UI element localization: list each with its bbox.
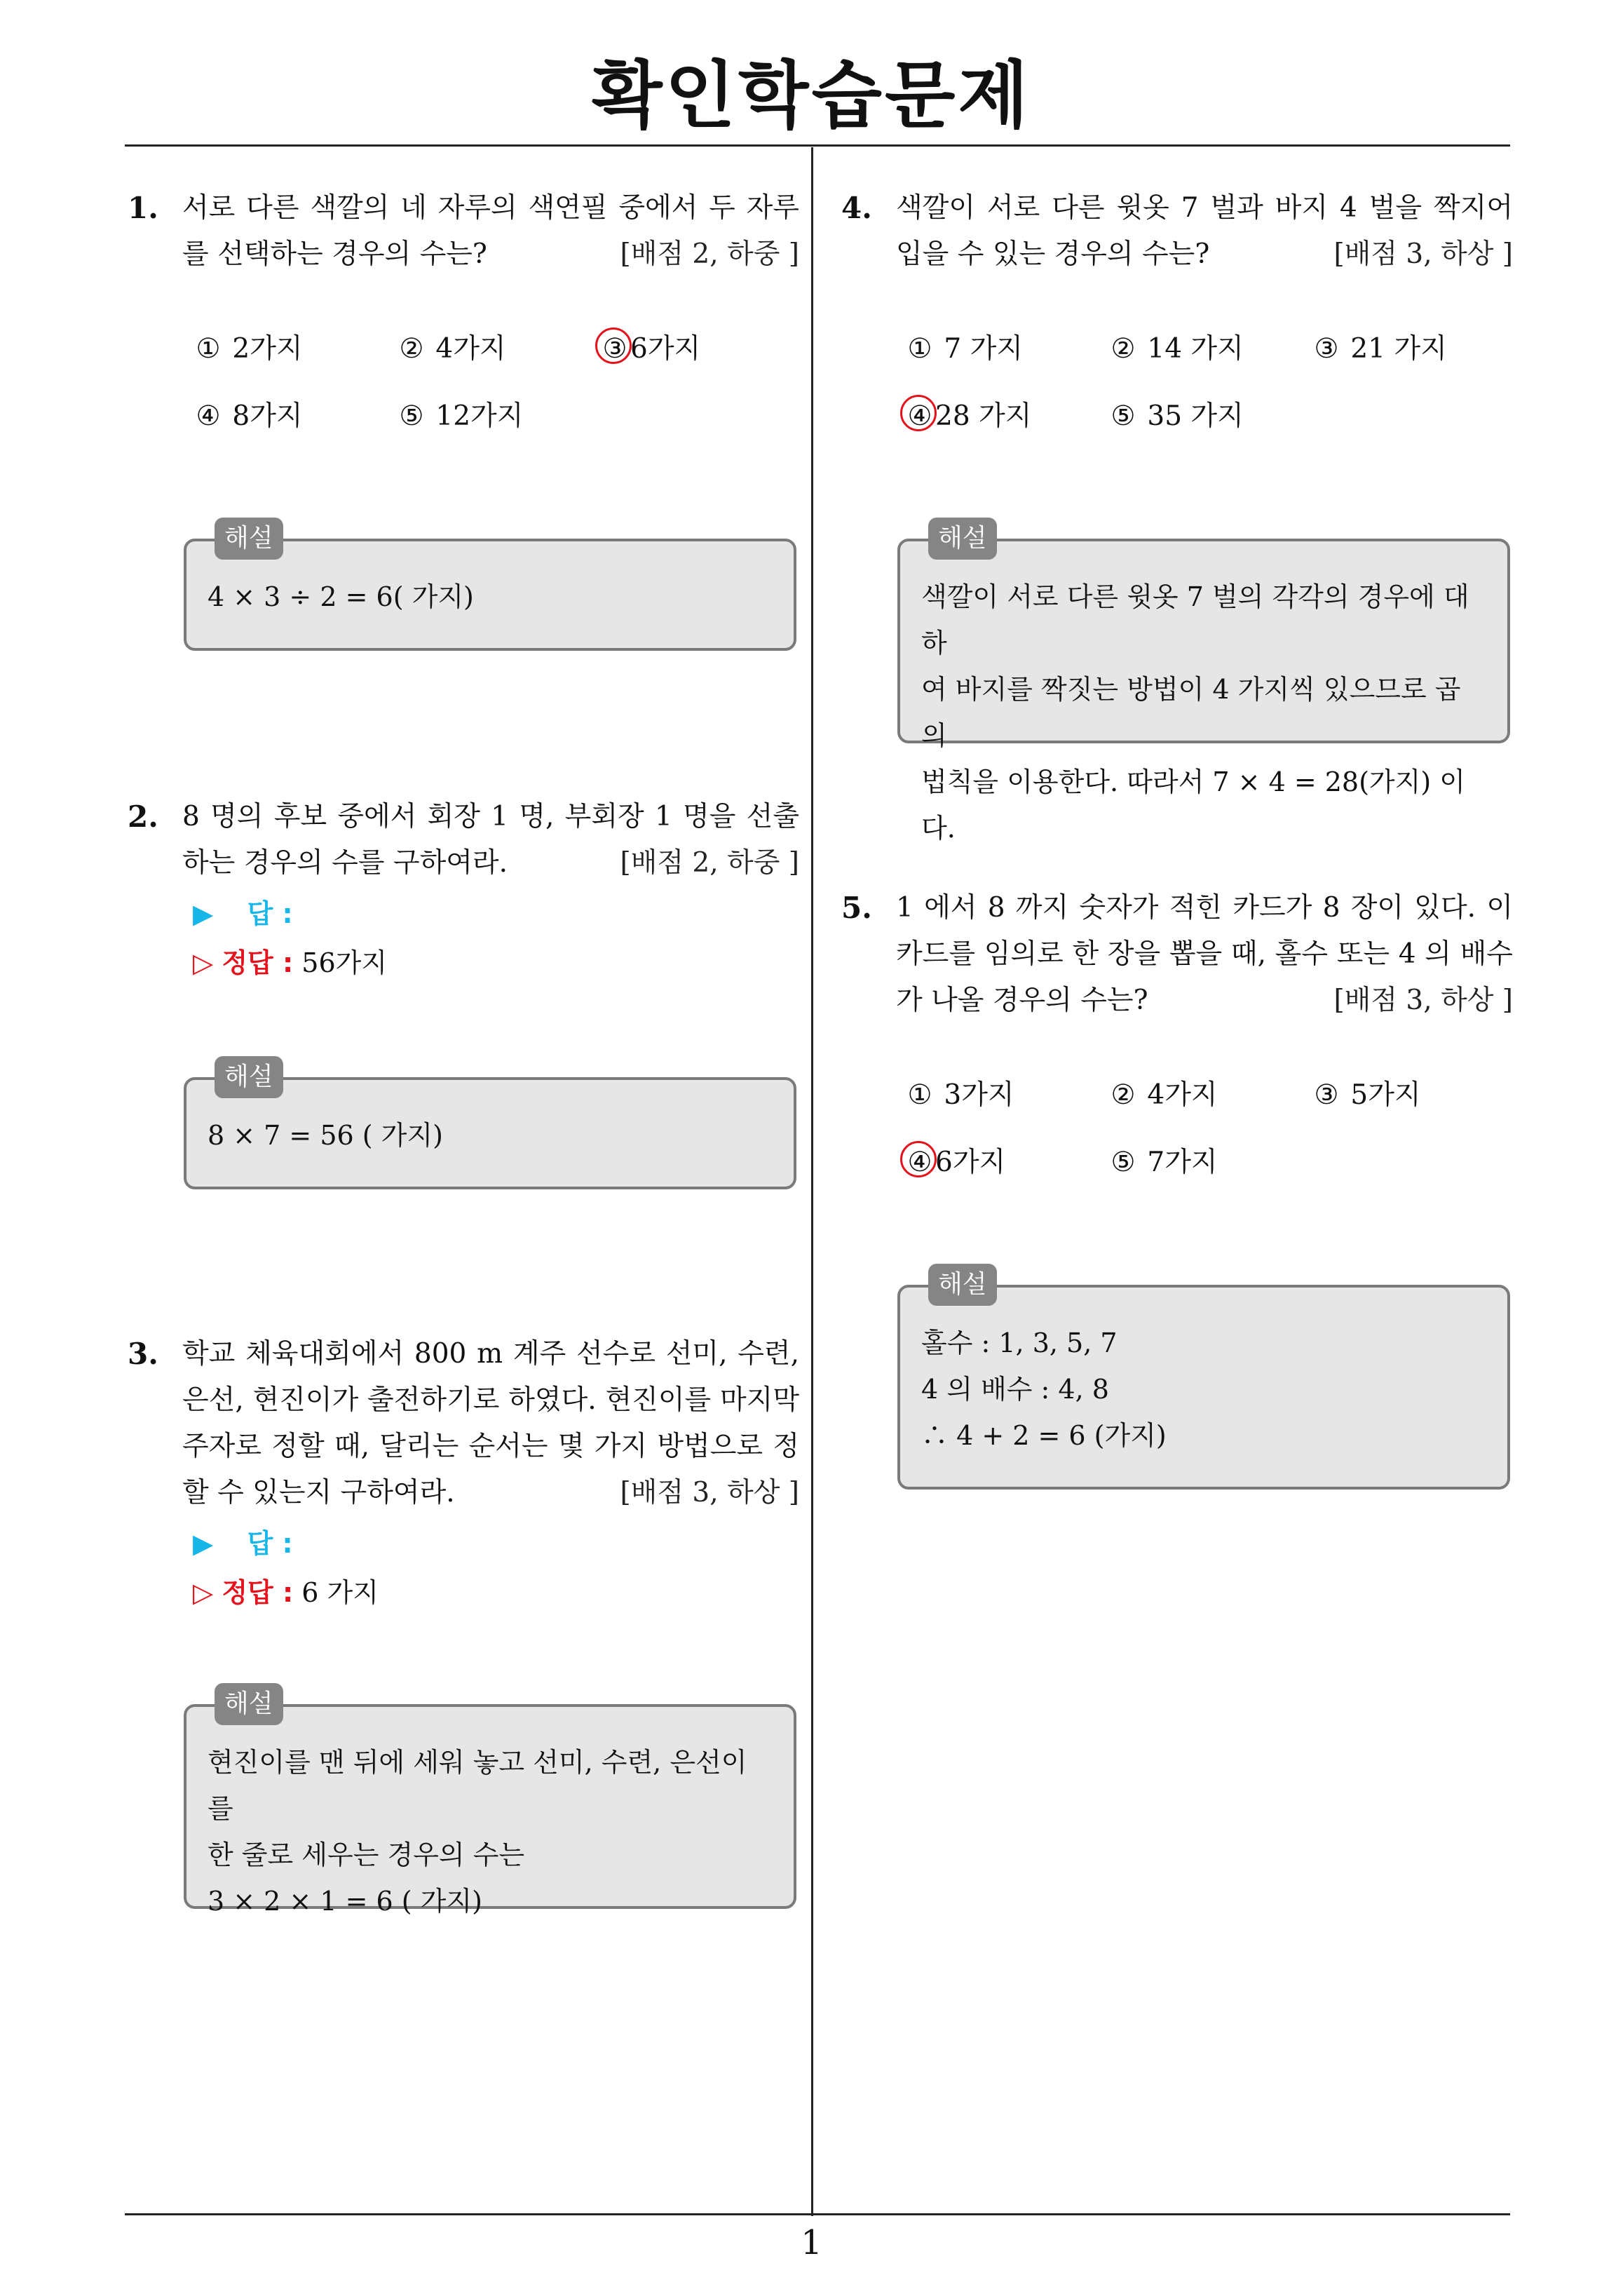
explanation-box-q4 [897, 524, 1510, 844]
question-text: 서로 다른 색깔의 네 자루의 색연필 중에서 두 자루를 선택하는 경우의 수는? [182, 192, 799, 270]
option-5[interactable]: ⑤ 35 가지 [1111, 400, 1244, 432]
question-meta: [배점 3, 하상 ] [620, 1477, 799, 1508]
explanation-line: 8 × 7 = 56 ( 가지) [208, 1120, 443, 1151]
option-2[interactable]: ② 14 가지 [1111, 333, 1244, 365]
page-number: 1 [801, 2223, 822, 2262]
option-2[interactable]: ② 4가지 [399, 333, 506, 365]
correct-label: 정답 : [222, 947, 294, 978]
question-2 [128, 794, 799, 886]
explanation-line: 4 의 배수 : 4, 8 [921, 1374, 1109, 1405]
question-meta: [배점 3, 하상 ] [1333, 238, 1513, 270]
question-text: 8 명의 후보 중에서 회장 1 명, 부회장 1 명을 선출하는 경우의 수를 구하여라. [182, 801, 799, 879]
option-2[interactable]: ② 4가지 [1111, 1079, 1218, 1111]
option-5[interactable]: ⑤ 7가지 [1111, 1147, 1218, 1178]
answer-block-q2 [193, 889, 387, 987]
explanation-line: 현진이를 맨 뒤에 세워 놓고 선미, 수련, 은선이를 [208, 1747, 747, 1824]
question-number: 1. [128, 191, 158, 225]
option-4[interactable]: ④ 6가지 [904, 1140, 1005, 1180]
selected-answer-circle [900, 1141, 937, 1177]
option-1[interactable]: ① 2가지 [196, 333, 303, 365]
answer-label: 답 : [247, 1528, 293, 1559]
column-divider [811, 147, 813, 2216]
explanation-line: ∴ 4 + 2 = 6 (가지) [921, 1420, 1167, 1451]
answer-label: 답 : [247, 898, 293, 929]
option-4[interactable]: ④ 28 가지 [904, 394, 1031, 433]
explanation-tag: 해설 [215, 518, 283, 560]
explanation-line: 4 × 3 ÷ 2 = 6( 가지) [208, 581, 474, 612]
option-1[interactable]: ① 3가지 [907, 1079, 1014, 1111]
question-number: 3. [128, 1337, 158, 1371]
selected-answer-circle [900, 395, 937, 431]
question-number: 4. [841, 191, 872, 225]
header-rule [125, 144, 1510, 147]
selected-answer-circle [595, 327, 632, 364]
option-3[interactable]: ③ 5가지 [1314, 1079, 1421, 1111]
explanation-tag: 해설 [928, 1264, 997, 1306]
option-3[interactable]: ③ 6가지 [599, 327, 700, 366]
question-meta: [배점 3, 하상 ] [1333, 985, 1513, 1016]
explanation-line: 3 × 2 × 1 = 6 ( 가지) [208, 1886, 482, 1917]
explanation-line: 홀수 : 1, 3, 5, 7 [921, 1328, 1118, 1358]
explanation-line: 여 바지를 짝짓는 방법이 4 가지씩 있으므로 곱의 [921, 674, 1461, 751]
question-5 [841, 885, 1513, 1024]
correct-value: 6 가지 [301, 1577, 379, 1608]
explanation-line: 한 줄로 세우는 경우의 수는 [208, 1839, 525, 1870]
answer-arrow-icon: ▶ [193, 898, 214, 929]
answer-block-q3 [193, 1519, 379, 1617]
correct-arrow-icon: ▷ [193, 947, 214, 978]
correct-value: 56가지 [301, 947, 388, 978]
explanation-tag: 해설 [928, 518, 997, 560]
explanation-line: 색깔이 서로 다른 윗옷 7 벌의 각각의 경우에 대하 [921, 581, 1469, 659]
explanation-box-q5 [897, 1270, 1510, 1490]
correct-label: 정답 : [222, 1577, 294, 1608]
correct-arrow-icon: ▷ [193, 1577, 214, 1608]
option-5[interactable]: ⑤ 12가지 [399, 400, 524, 432]
option-4[interactable]: ④ 8가지 [196, 400, 303, 432]
question-meta: [배점 2, 하중 ] [620, 847, 799, 879]
explanation-line: 법칙을 이용한다. 따라서 7 × 4 = 28(가지) 이다. [921, 767, 1465, 844]
option-1[interactable]: ① 7 가지 [907, 333, 1023, 365]
question-3 [128, 1331, 799, 1516]
question-meta: [배점 2, 하중 ] [620, 238, 799, 270]
option-3[interactable]: ③ 21 가지 [1314, 333, 1447, 365]
question-text: 1 에서 8 까지 숫자가 적힌 카드가 8 장이 있다. 이 카드를 임의로 한 장을 뽑을 때, 홀수 또는 4 의 배수가 나올 경우의 수는? [896, 892, 1513, 1016]
question-4 [841, 185, 1513, 278]
footer-rule [125, 2213, 1510, 2215]
question-text: 학교 체육대회에서 800 m 계주 선수로 선미, 수련, 은선, 현진이가 출전하기로 하였다. 현진이를 마지막 주자로 정할 때, 달리는 순서는 몇 가지 방법으로 정할 수 있는지 구하여라. [182, 1338, 799, 1508]
explanation-tag: 해설 [215, 1056, 283, 1098]
explanation-box-q1 [184, 524, 796, 651]
explanation-box-q3 [184, 1689, 796, 1917]
question-number: 2. [128, 799, 158, 834]
explanation-tag: 해설 [215, 1683, 283, 1725]
question-number: 5. [841, 891, 872, 925]
explanation-box-q2 [184, 1062, 796, 1189]
page-title: 확인학습문제 [592, 53, 1031, 138]
question-text: 색깔이 서로 다른 윗옷 7 벌과 바지 4 벌을 짝지어 입을 수 있는 경우의 수는? [896, 192, 1513, 270]
answer-arrow-icon: ▶ [193, 1528, 214, 1559]
question-1 [128, 185, 799, 278]
